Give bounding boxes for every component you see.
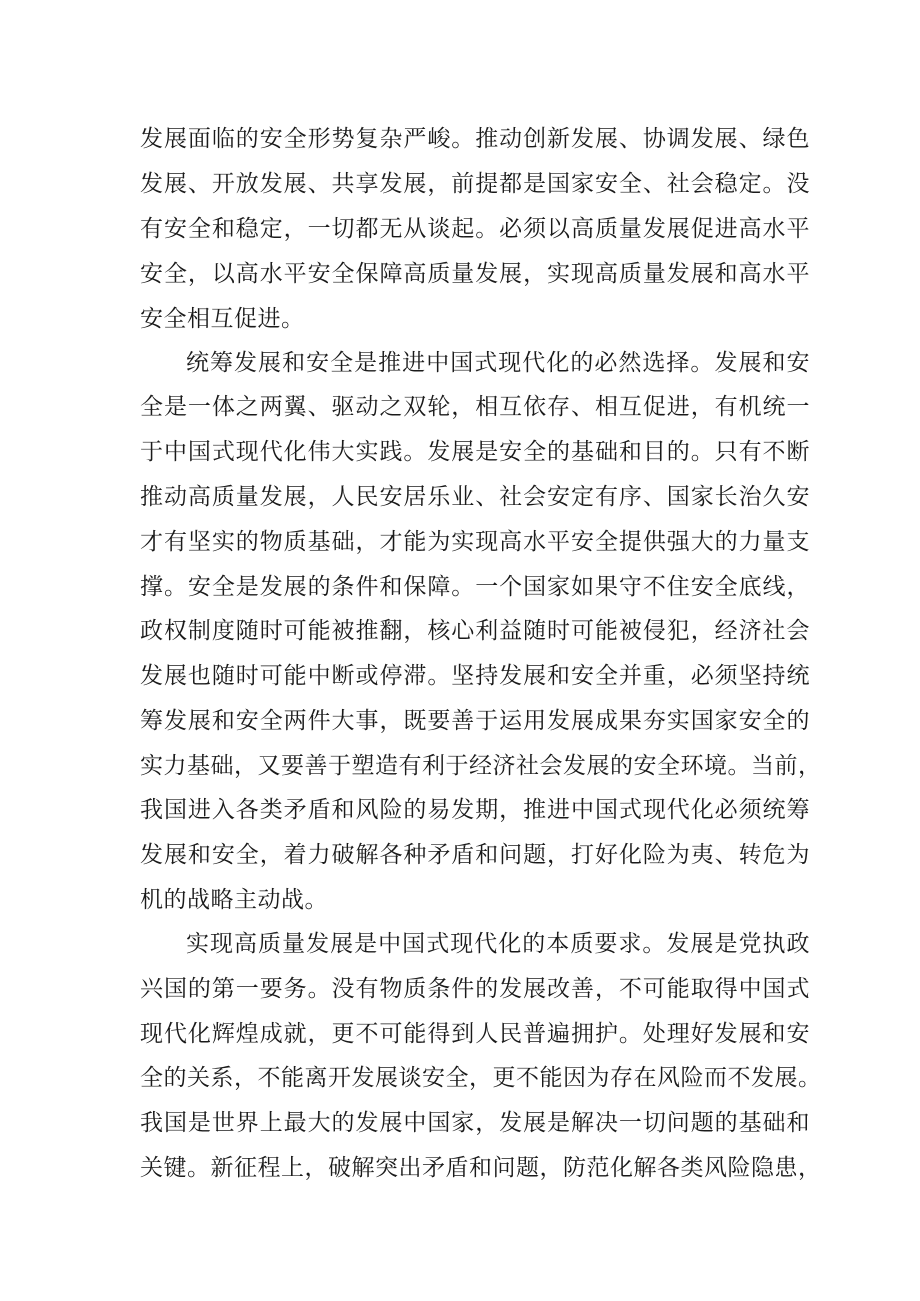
paragraph-2-line-7: 政权制度随时可能被推翻，核心利益随时可能被侵犯，经济社会 [140,618,810,644]
paragraph-1-line-2: 发展、开放发展、共享发展，前提都是国家安全、社会稳定。没 [140,171,810,197]
paragraph-2-line-13: 机的战略主动战。 [140,887,328,913]
paragraph-2-line-12: 发展和安全，着力破解各种矛盾和问题，打好化险为夷、转危为 [140,842,810,868]
paragraph-3-line-4: 全的关系，不能离开发展谈安全，更不能因为存在风险而不发展。 [140,1065,822,1091]
paragraph-2-line-9: 筹发展和安全两件大事，既要善于运用发展成果夯实国家安全的 [140,708,810,734]
paragraph-3-line-1: 实现高质量发展是中国式现代化的本质要求。发展是党执政 [186,931,810,957]
paragraph-2-line-3: 于中国式现代化伟大实践。发展是安全的基础和目的。只有不断 [140,439,810,465]
paragraph-2-line-4: 推动高质量发展，人民安居乐业、社会安定有序、国家长治久安 [140,484,810,510]
paragraph-1-line-1: 发展面临的安全形势复杂严峻。推动创新发展、协调发展、绿色 [140,126,810,152]
paragraph-2-line-1: 统筹发展和安全是推进中国式现代化的必然选择。发展和安 [186,350,810,376]
paragraph-3-line-3: 现代化辉煌成就，更不可能得到人民普遍拥护。处理好发展和安 [140,1021,810,1047]
paragraph-2-line-5: 才有坚实的物质基础，才能为实现高水平安全提供强大的力量支 [140,529,810,555]
paragraph-1-line-3: 有安全和稳定，一切都无从谈起。必须以高质量发展促进高水平 [140,216,810,242]
paragraph-1-line-4: 安全，以高水平安全保障高质量发展，实现高质量发展和高水平 [140,261,810,287]
paragraph-3-line-5: 我国是世界上最大的发展中国家，发展是解决一切问题的基础和 [140,1110,810,1136]
paragraph-2-line-10: 实力基础，又要善于塑造有利于经济社会发展的安全环境。当前， [140,753,822,779]
paragraph-2-line-6: 撑。安全是发展的条件和保障。一个国家如果守不住安全底线， [140,574,810,600]
paragraph-2-line-8: 发展也随时可能中断或停滞。坚持发展和安全并重，必须坚持统 [140,663,810,689]
paragraph-3-line-6: 关键。新征程上，破解突出矛盾和问题，防范化解各类风险隐患， [140,1155,822,1181]
paragraph-2-line-11: 我国进入各类矛盾和风险的易发期，推进中国式现代化必须统筹 [140,797,810,823]
paragraph-3-line-2: 兴国的第一要务。没有物质条件的发展改善，不可能取得中国式 [140,976,810,1002]
paragraph-1-line-5: 安全相互促进。 [140,306,305,332]
paragraph-2-line-2: 全是一体之两翼、驱动之双轮，相互依存、相互促进，有机统一 [140,394,810,420]
